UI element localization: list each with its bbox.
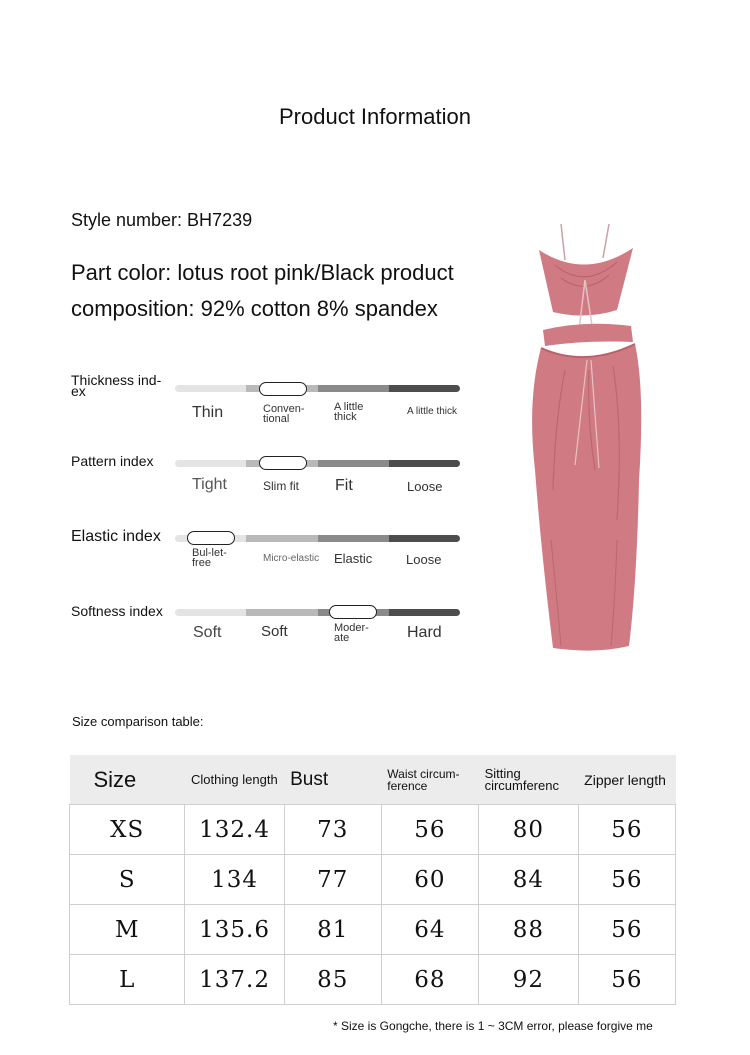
cell-zipper: 56 bbox=[578, 855, 675, 905]
cell-size: S bbox=[70, 855, 185, 905]
cell-bust: 73 bbox=[284, 805, 381, 855]
cell-zipper: 56 bbox=[578, 955, 675, 1005]
softness-tick-4: Hard bbox=[407, 624, 442, 641]
thickness-index-label-text: Thickness ind-ex bbox=[71, 372, 162, 399]
thickness-tick-1: Thin bbox=[192, 404, 224, 421]
softness-tick-1: Soft bbox=[193, 624, 222, 641]
header-zipper-length: Zipper length bbox=[578, 755, 675, 805]
cell-length: 132.4 bbox=[185, 805, 284, 855]
cell-bust: 85 bbox=[284, 955, 381, 1005]
description-line-composition: composition: 92% cotton 8% spandex bbox=[71, 296, 438, 321]
cell-bust: 77 bbox=[284, 855, 381, 905]
thickness-tick-4: A little thick bbox=[407, 406, 458, 417]
softness-index-bar bbox=[175, 609, 460, 616]
cell-length: 137.2 bbox=[185, 955, 284, 1005]
elastic-tick-2: Micro-elastic bbox=[263, 553, 320, 564]
header-waist: Waist circum-ference bbox=[381, 755, 478, 805]
elastic-tick-3: Elastic bbox=[334, 551, 373, 566]
softness-tick-3: Moder-ate bbox=[334, 622, 369, 644]
elastic-tick-4: Loose bbox=[406, 552, 442, 567]
header-size: Size bbox=[70, 755, 185, 805]
product-description bbox=[71, 255, 454, 327]
header-clothing-length: Clothing length bbox=[185, 755, 284, 805]
cell-waist: 56 bbox=[381, 805, 478, 855]
table-row bbox=[70, 855, 676, 905]
table-row bbox=[70, 905, 676, 955]
thickness-tick-3: A little thick bbox=[334, 401, 364, 423]
pattern-tick-2: Slim fit bbox=[263, 479, 299, 493]
pattern-index-label: Pattern index bbox=[71, 453, 154, 469]
size-comparison-table bbox=[69, 755, 676, 1005]
thickness-index-marker bbox=[259, 382, 307, 396]
footnote: * Size is Gongche, there is 1 ~ 3CM error, please forgive me bbox=[333, 1019, 653, 1033]
cell-length: 134 bbox=[185, 855, 284, 905]
elastic-index-label: Elastic index bbox=[71, 528, 161, 545]
size-table-caption: Size comparison table: bbox=[72, 714, 204, 729]
cell-length: 135.6 bbox=[185, 905, 284, 955]
table-row bbox=[70, 955, 676, 1005]
elastic-index-marker bbox=[187, 531, 235, 545]
pattern-index-bar bbox=[175, 460, 460, 467]
thickness-index-label bbox=[71, 372, 171, 399]
cell-sitting: 84 bbox=[479, 855, 579, 905]
pattern-tick-4: Loose bbox=[407, 479, 443, 494]
cell-size: M bbox=[70, 905, 185, 955]
cell-size: L bbox=[70, 955, 185, 1005]
elastic-tick-1: Bul-let-free bbox=[192, 547, 227, 569]
pattern-index-marker bbox=[259, 456, 307, 470]
softness-index-marker bbox=[329, 605, 377, 619]
pattern-tick-1: Tight bbox=[192, 476, 227, 493]
page-title: Product Information bbox=[279, 104, 471, 129]
thickness-tick-2: Conven-tional bbox=[263, 403, 305, 425]
header-bust: Bust bbox=[284, 755, 381, 805]
description-line-color: Part color: lotus root pink/Black product bbox=[71, 260, 454, 285]
cell-size: XS bbox=[70, 805, 185, 855]
dress-product-image bbox=[505, 220, 675, 660]
cell-sitting: 92 bbox=[479, 955, 579, 1005]
cell-sitting: 88 bbox=[479, 905, 579, 955]
cell-waist: 64 bbox=[381, 905, 478, 955]
table-header-row bbox=[70, 755, 676, 805]
cell-waist: 68 bbox=[381, 955, 478, 1005]
cell-sitting: 80 bbox=[479, 805, 579, 855]
pattern-tick-3: Fit bbox=[335, 477, 353, 494]
thickness-index-bar bbox=[175, 385, 460, 392]
cell-waist: 60 bbox=[381, 855, 478, 905]
cell-zipper: 56 bbox=[578, 905, 675, 955]
header-sitting: Sitting circumferenc bbox=[479, 755, 579, 805]
table-row bbox=[70, 805, 676, 855]
cell-zipper: 56 bbox=[578, 805, 675, 855]
style-number: Style number: BH7239 bbox=[71, 210, 253, 230]
cell-bust: 81 bbox=[284, 905, 381, 955]
softness-index-label: Softness index bbox=[71, 603, 163, 619]
softness-tick-2: Soft bbox=[261, 623, 288, 640]
